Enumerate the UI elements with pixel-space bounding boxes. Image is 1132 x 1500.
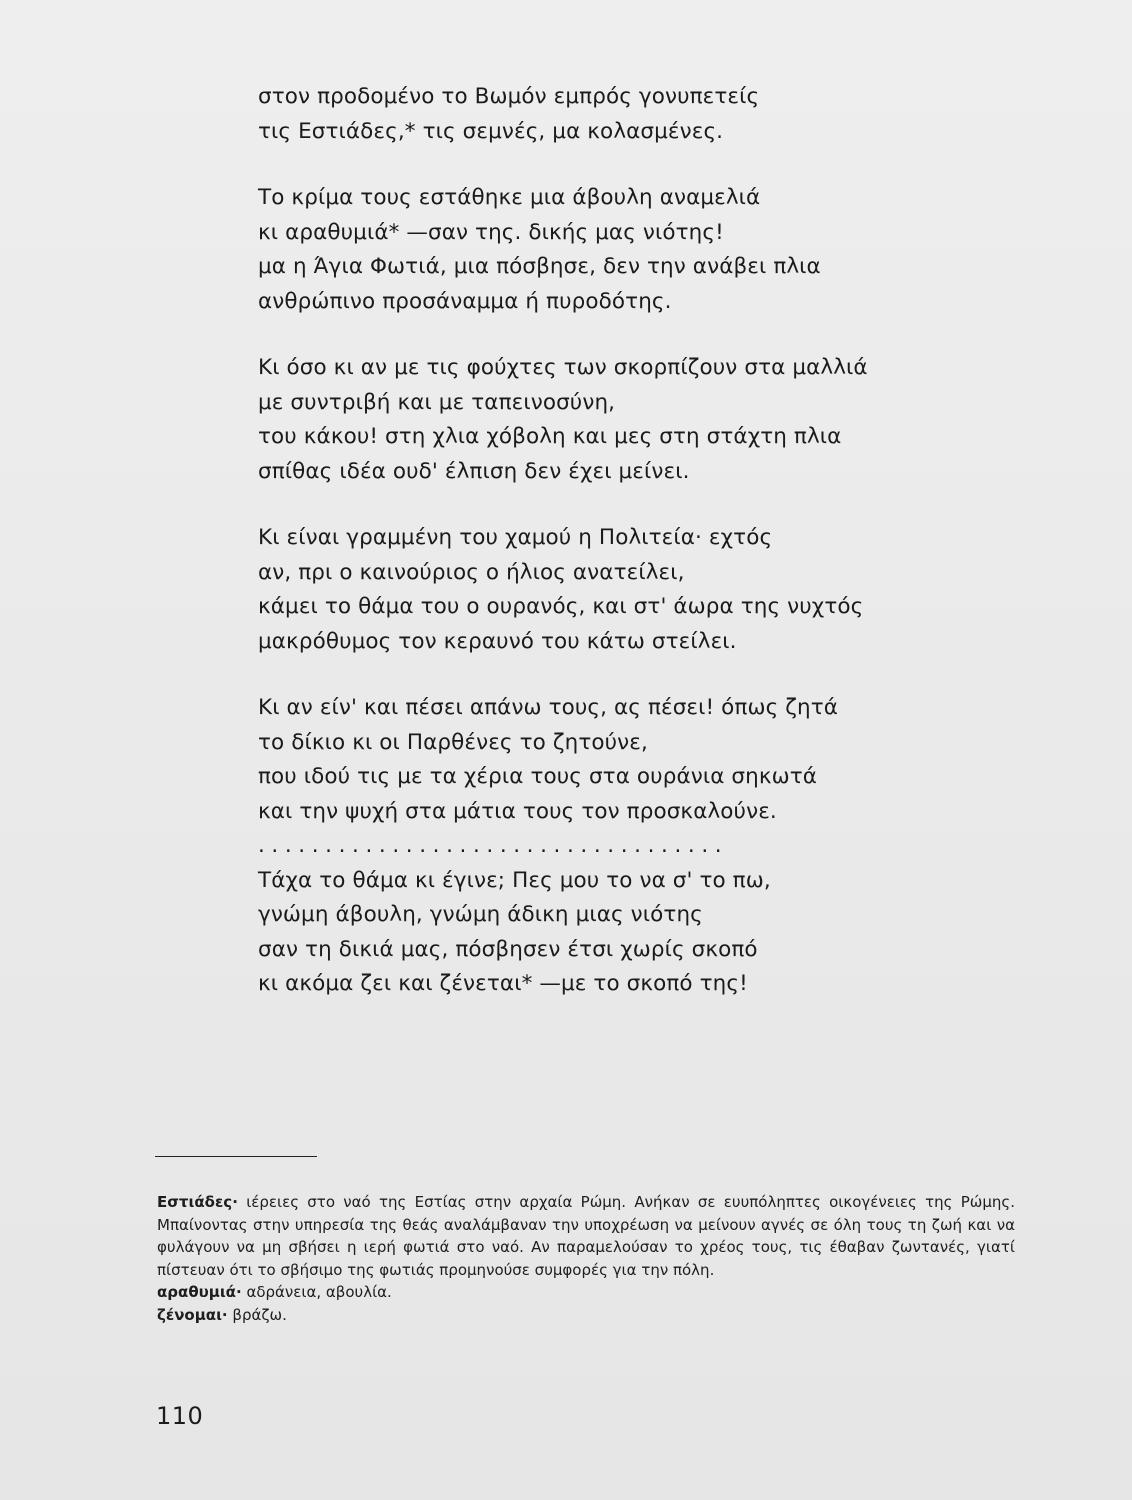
poem-line: το δίκιο κι οι Παρθένες το ζητούνε, bbox=[258, 729, 648, 755]
poem-line: κι ακόμα ζει και ζένεται* —με το σκοπό της! bbox=[258, 971, 748, 996]
poem-line: Κι όσο κι αν με τις φούχτες των σκορπίζουν στα μαλλιά bbox=[258, 355, 868, 380]
footnote-term: αραθυμιά· bbox=[157, 1283, 242, 1302]
footnote-text: ιέρειες στο ναό της Εστίας στην αρχαία Ρώμη. Ανήκαν σε ευυπόληπτες οικογένειες της Ρώμης. Μπαίνοντας στην υπηρεσία της θεάς αναλάμβαναν την υποχρέωση να μείνουν αγνές σε όλη τους τη ζωή και να φυλάγουν να μη σβήσει η ιερή φωτιά στο ναό. Αν παραμελούσαν το χρέος τους, τις έθαβαν ζωντανές, γιατί πίστευαν ότι το σβήσιμο της φωτιάς προμηνούσε συμφορές για την πόλη. bbox=[157, 1193, 1015, 1279]
poem bbox=[258, 80, 958, 1034]
poem-line: γνώμη άβουλη, γνώμη άδικη μιας νιότης bbox=[258, 902, 703, 927]
footnote-divider bbox=[155, 1156, 317, 1157]
ellipsis-line: ................................... bbox=[258, 833, 729, 858]
poem-line: σπίθας ιδέα ουδ' έλπιση δεν έχει μείνει. bbox=[258, 458, 690, 484]
stanza-3 bbox=[258, 351, 958, 489]
stanza-5 bbox=[258, 691, 958, 1002]
stanza-4 bbox=[258, 521, 958, 659]
poem-line: αν, πρι ο καινούριος ο ήλιος ανατείλει, bbox=[258, 559, 685, 585]
poem-line: ανθρώπινο προσάναμμα ή πυροδότης. bbox=[258, 288, 672, 314]
poem-line: μα η Άγια Φωτιά, μια πόσβησε, δεν την ανάβει πλια bbox=[258, 254, 821, 279]
poem-line: Κι αν είν' και πέσει απάνω τους, ας πέσει! όπως ζητά bbox=[258, 695, 839, 720]
poem-line: Κι είναι γραμμένη του χαμού η Πολιτεία· εχτός bbox=[258, 525, 773, 550]
poem-line: Τάχα το θάμα κι έγινε; Πες μου το να σ' το πω, bbox=[258, 867, 771, 893]
poem-line: μακρόθυμος τον κεραυνό του κάτω στείλει. bbox=[258, 628, 737, 654]
poem-line: κι αραθυμιά* —σαν της. δικής μας νιότης! bbox=[258, 219, 724, 245]
footnotes bbox=[157, 1191, 1015, 1327]
poem-line: και την ψυχή στα μάτια τους τον προσκαλούνε. bbox=[258, 798, 777, 824]
stanza-1 bbox=[258, 80, 958, 149]
poem-line: Το κρίμα τους εστάθηκε μια άβουλη αναμελιά bbox=[258, 185, 761, 210]
poem-line: του κάκου! στη χλια χόβολη και μες στη στάχτη πλια bbox=[258, 424, 842, 449]
footnote-term: Εστιάδες· bbox=[157, 1193, 238, 1211]
footnote-item bbox=[157, 1281, 1015, 1304]
footnote-item bbox=[157, 1304, 1015, 1327]
page-number: 110 bbox=[156, 1402, 204, 1430]
poem-line: που ιδού τις με τα χέρια τους στα ουράνια σηκωτά bbox=[258, 764, 818, 789]
poem-line: με συντριβή και με ταπεινοσύνη, bbox=[258, 389, 616, 415]
footnote-term: ζένομαι· bbox=[157, 1305, 228, 1324]
poem-line: στον προδομένο το Βωμόν εμπρός γονυπετείς bbox=[258, 84, 760, 109]
footnote-text: αδράνεια, αβουλία. bbox=[241, 1283, 392, 1302]
stanza-2 bbox=[258, 181, 958, 319]
footnote-item bbox=[157, 1191, 1015, 1281]
footnote-text: βράζω. bbox=[227, 1305, 287, 1324]
poem-line: κάμει το θάμα του ο ουρανός, και στ' άωρα της νυχτός bbox=[258, 594, 864, 619]
poem-line: τις Εστιάδες,* τις σεμνές, μα κολασμένες. bbox=[258, 118, 724, 144]
poem-line: σαν τη δικιά μας, πόσβησεν έτσι χωρίς σκοπό bbox=[258, 936, 758, 962]
